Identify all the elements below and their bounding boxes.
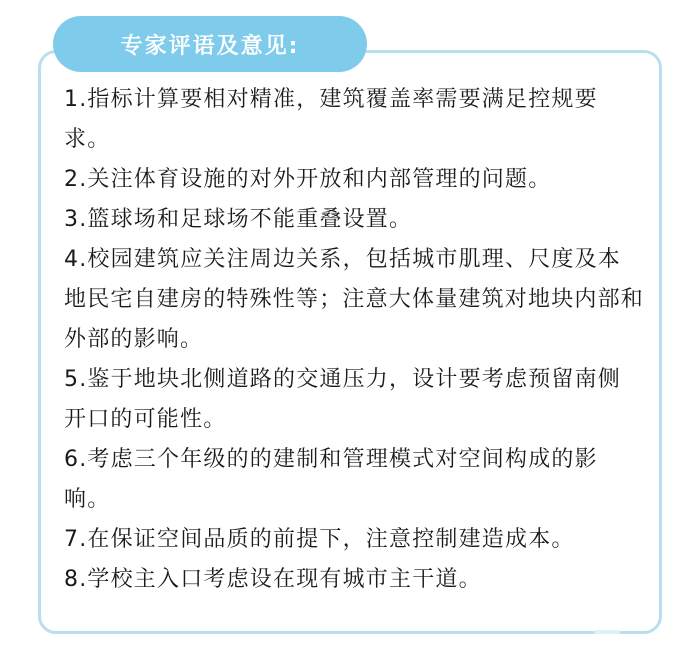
comment-item-1: 1.指标计算要相对精准，建筑覆盖率需要满足控规要求。 xyxy=(64,87,598,152)
card-bottom-tab xyxy=(594,630,620,634)
comment-item-2: 2.关注体育设施的对外开放和内部管理的问题。 xyxy=(64,167,552,192)
comment-item-6: 6.考虑三个年级的的建制和管理模式对空间构成的影响。 xyxy=(64,447,598,512)
comment-item-5: 5.鉴于地块北侧道路的交通压力，设计要考虑预留南侧开口的可能性。 xyxy=(64,367,621,432)
comment-item-8: 8.学校主入口考虑设在现有城市主干道。 xyxy=(64,567,482,592)
comment-item-4: 4.校园建筑应关注周边关系，包括城市肌理、尺度及本地民宅自建房的特殊性等；注意大体量建筑对地块内部和外部的影响。 xyxy=(64,247,645,352)
comment-item-3: 3.篮球场和足球场不能重叠设置。 xyxy=(64,207,413,232)
comments-list xyxy=(64,80,644,600)
section-title: 专家评语及意见: xyxy=(53,16,367,72)
comment-item-7: 7.在保证空间品质的前提下，注意控制建造成本。 xyxy=(64,527,575,552)
